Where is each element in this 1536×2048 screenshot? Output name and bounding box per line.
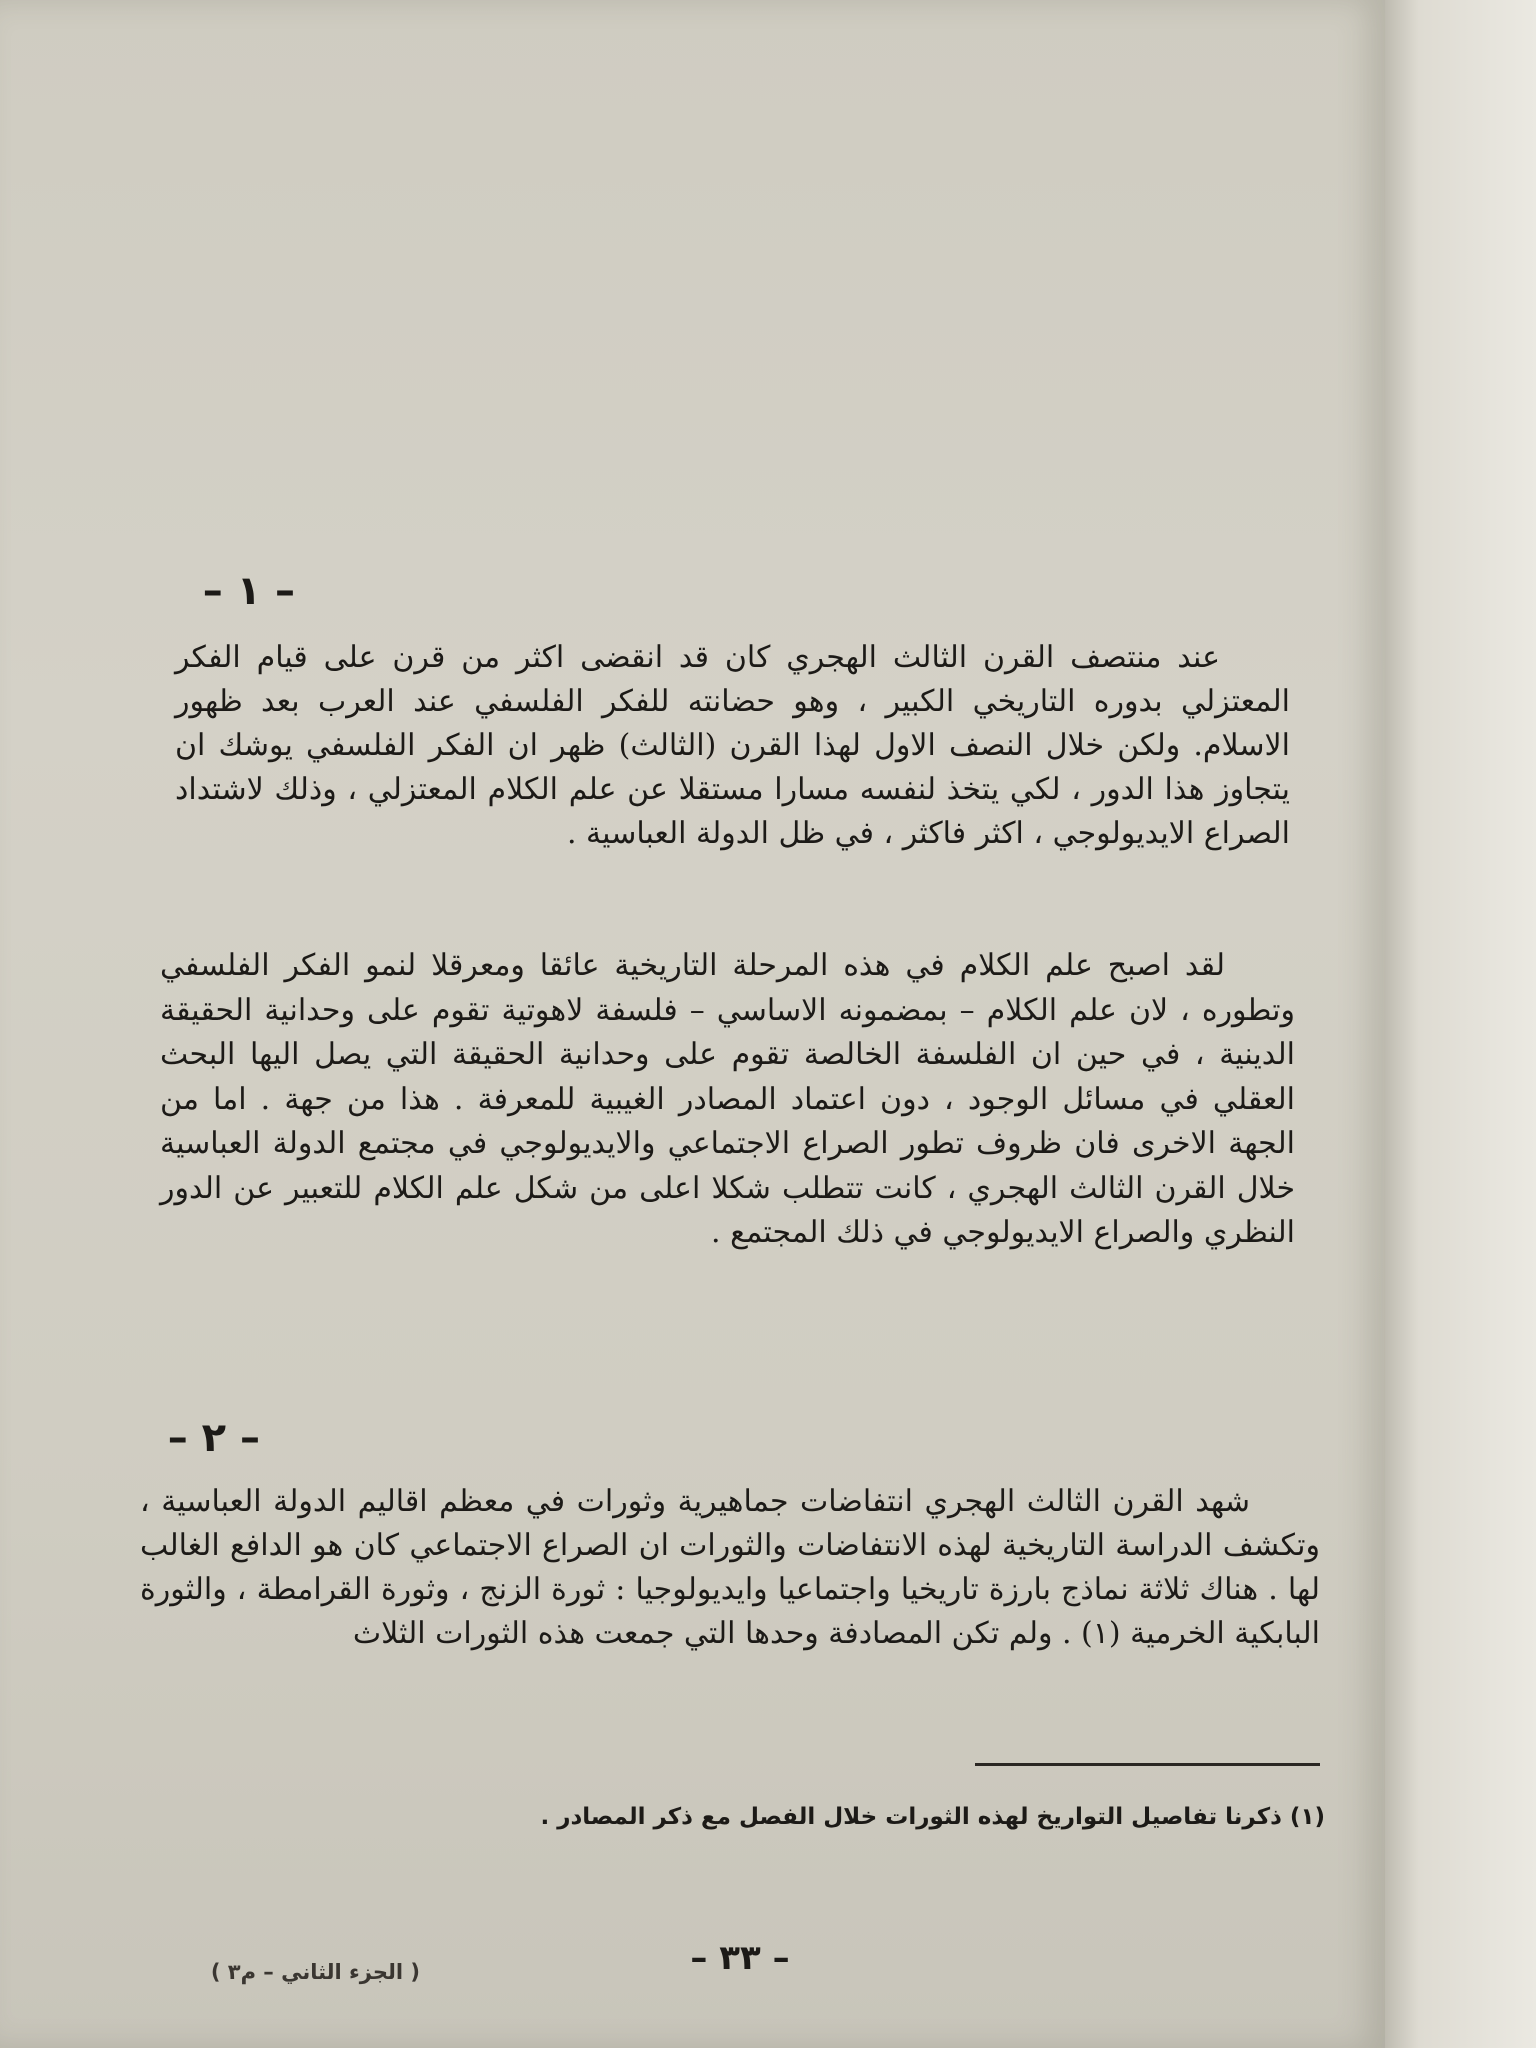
section-1-paragraph-2: [160, 944, 1295, 1256]
section-1-paragraph-2-text: لقد اصبح علم الكلام في هذه المرحلة التاريخية عائقا ومعرقلا لنمو الفكر الفلسفي وتطوره ، لان علم الكلام – بمضمونه الاساسي – فلسفة لاهوتية تقوم على وحدانية الحقيقة الدينية ، في حين ان الفلسفة الخالصة تقوم على وحدانية الحقيقة التي يصل اليها البحث العقلي في مسائل الوجود ، دون اعتماد المصادر الغيبية للمعرفة . هذا من جهة . اما من الجهة الاخرى فان ظروف تطور الصراع الاجتماعي والايديولوجي في مجتمع الدولة العباسية خلال القرن الثالث الهجري ، كانت تتطلب شكلا اعلى من شكل علم الكلام للتعبير عن الدور النظري والصراع الايديولوجي في ذلك المجتمع .: [160, 948, 1295, 1250]
signature-mark: ( الجزء الثاني – م٣ ): [210, 1960, 420, 1984]
section-2-paragraph-1: [140, 1480, 1320, 1656]
section-1-number: – ١ –: [202, 568, 295, 614]
facing-page-edge: [1380, 0, 1536, 2048]
section-2-paragraph-1-text: شهد القرن الثالث الهجري انتفاضات جماهيرية وثورات في معظم اقاليم الدولة العباسية ، وتكشف الدراسة التاريخية لهذه الانتفاضات والثورات ان الصراع الاجتماعي كان هو الدافع الغالب لها . هناك ثلاثة نماذج بارزة تاريخيا واجتماعيا وايديولوجيا : ثورة الزنج ، وثورة القرامطة ، والثورة البابكية الخرمية (١) . ولم تكن المصادفة وحدها التي جمعت هذه الثورات الثلاث: [140, 1484, 1320, 1651]
section-1-paragraph-1: [175, 636, 1290, 856]
page-number: – ٣٣ –: [690, 1938, 790, 1978]
section-1-paragraph-1-text: عند منتصف القرن الثالث الهجري كان قد انقضى اكثر من قرن على قيام الفكر المعتزلي بدوره التاريخي الكبير ، وهو حضانته للفكر الفلسفي عند العرب بعد ظهور الاسلام. ولكن خلال النصف الاول لهذا القرن (الثالث) ظهر ان الفكر الفلسفي يوشك ان يتجاوز هذا الدور ، لكي يتخذ لنفسه مسارا مستقلا عن علم الكلام المعتزلي ، وذلك لاشتداد الصراع الايديولوجي ، اكثر فاكثر ، في ظل الدولة العباسية .: [175, 640, 1290, 851]
section-2-number: – ٢ –: [167, 1415, 260, 1461]
footnote-divider: [975, 1763, 1320, 1766]
footnote: (١) ذكرنا تفاصيل التواريخ لهذه الثورات خلال الفصل مع ذكر المصادر .: [540, 1804, 1325, 1830]
